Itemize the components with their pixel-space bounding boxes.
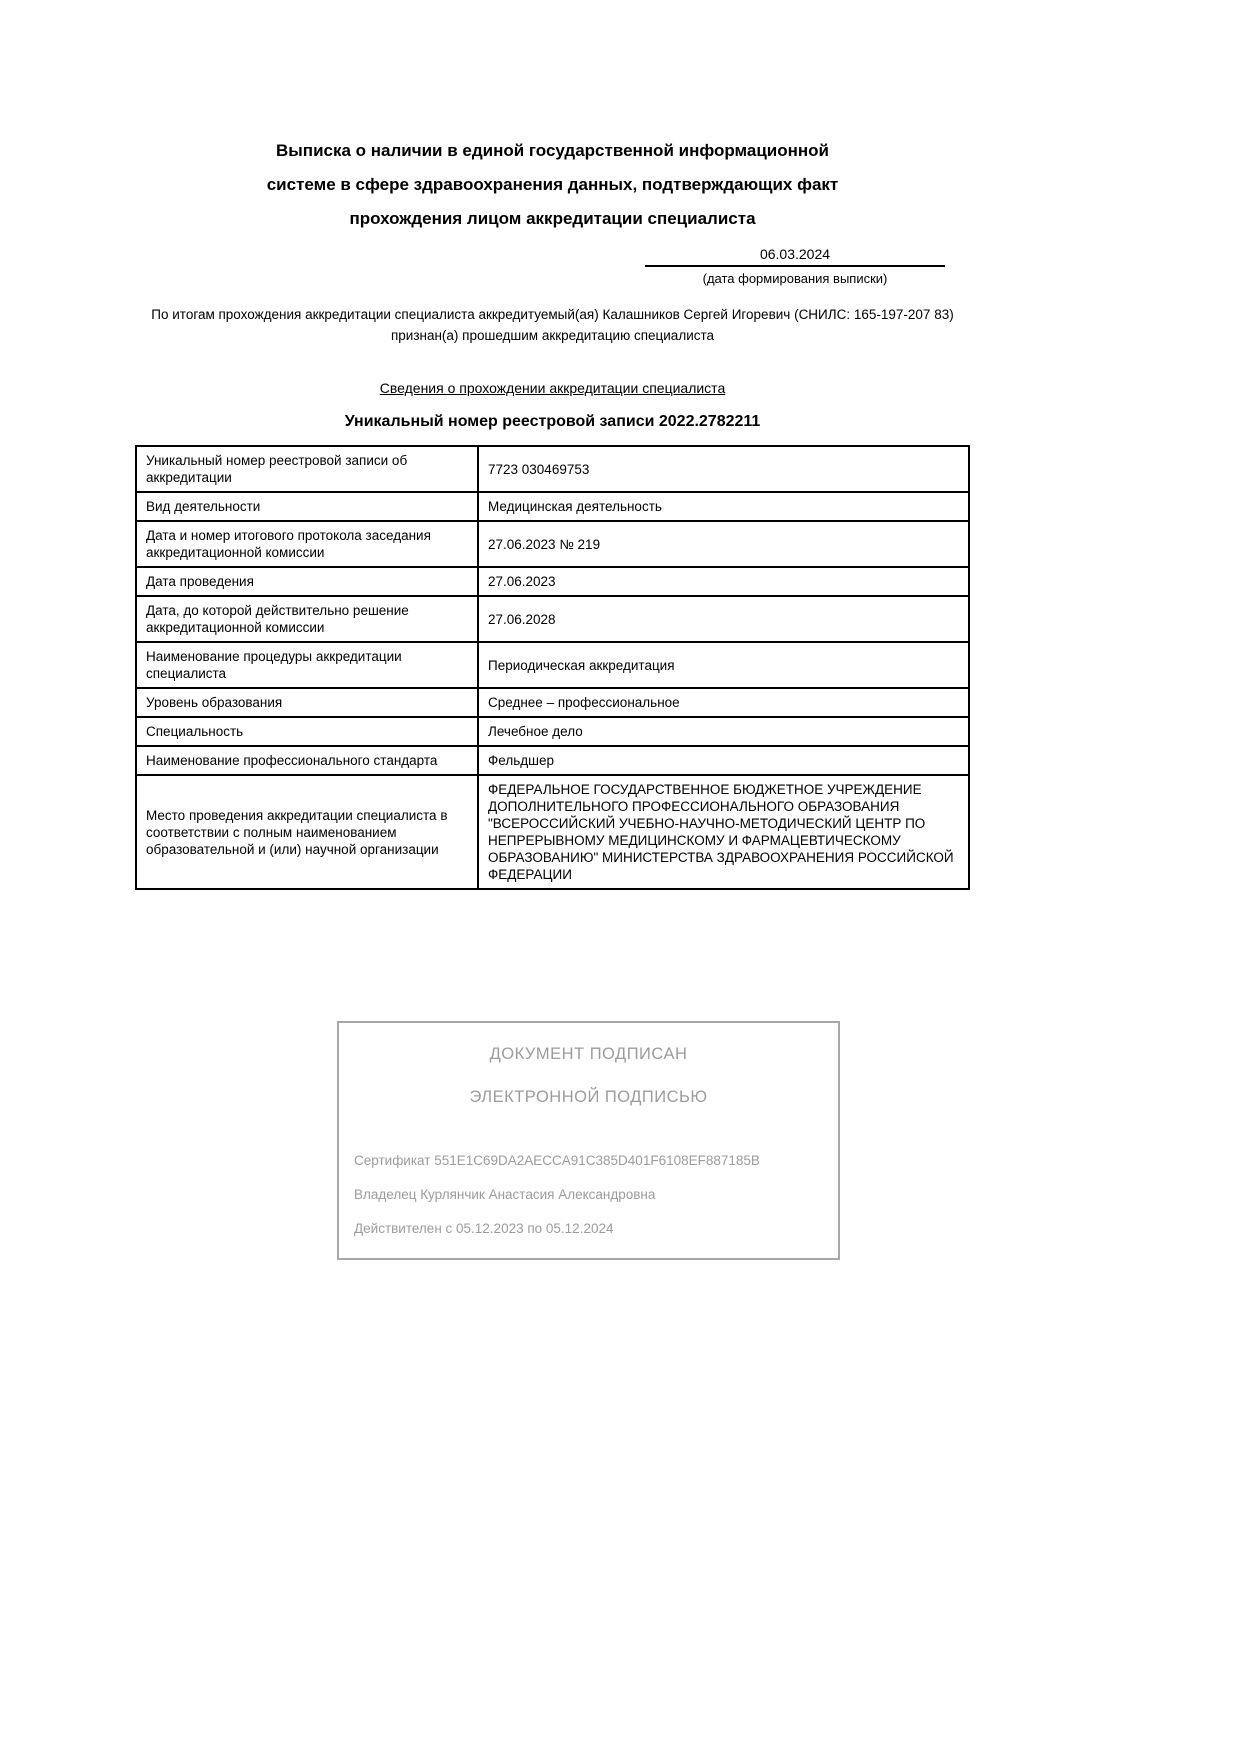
- table-row: [136, 446, 969, 492]
- table-row-value: 27.06.2023 № 219: [478, 521, 969, 567]
- table-row: [136, 746, 969, 775]
- document-content: [135, 0, 970, 1260]
- document-title-line: прохождения лицом аккредитации специалиста: [349, 209, 756, 228]
- signature-status-line-2: ЭЛЕКТРОННОЙ ПОДПИСЬЮ: [469, 1088, 708, 1106]
- document-title: [135, 134, 970, 236]
- signature-owner-line: Владелец Курлянчик Анастасия Александровна: [354, 1187, 656, 1202]
- section-heading: Сведения о прохождении аккредитации специалиста: [379, 380, 726, 396]
- table-row-value: Среднее – профессиональное: [478, 688, 969, 717]
- table-row: [136, 717, 969, 746]
- intro-paragraph: По итогам прохождения аккредитации специалиста аккредитуемый(ая) Калашников Сергей Игоревич (СНИЛС: 165-197-207 83) признан(а) прошедшим аккредитацию специалиста: [151, 307, 954, 343]
- table-row-value: 27.06.2023: [478, 567, 969, 596]
- table-row-label: Дата проведения: [136, 567, 478, 596]
- table-row-value: 7723 030469753: [478, 446, 969, 492]
- table-row: [136, 596, 969, 642]
- accreditation-table-body: [136, 446, 969, 889]
- table-row-value: Фельдшер: [478, 746, 969, 775]
- registry-number-heading: Уникальный номер реестровой записи 2022.2782211: [344, 413, 761, 430]
- table-row: [136, 567, 969, 596]
- formation-date-value: 06.03.2024: [645, 246, 945, 267]
- table-row: [136, 642, 969, 688]
- table-row-label: Уникальный номер реестровой записи об аккредитации: [136, 446, 478, 492]
- signature-certificate-line: Сертификат 551E1C69DA2AECCA91C385D401F6108EF887185B: [354, 1153, 760, 1168]
- table-row-label: Наименование процедуры аккредитации специалиста: [136, 642, 478, 688]
- signature-status-line-1: ДОКУМЕНТ ПОДПИСАН: [489, 1045, 688, 1063]
- table-row-label: Уровень образования: [136, 688, 478, 717]
- document-title-line: Выписка о наличии в единой государственной информационной: [276, 141, 829, 160]
- formation-date-caption: (дата формирования выписки): [702, 271, 888, 286]
- signature-validity-line: Действителен с 05.12.2023 по 05.12.2024: [354, 1221, 614, 1236]
- table-row: [136, 688, 969, 717]
- signature-box: [337, 1021, 840, 1260]
- table-row: [136, 521, 969, 567]
- document-title-line: системе в сфере здравоохранения данных, подтверждающих факт: [266, 175, 839, 194]
- table-row-value: Медицинская деятельность: [478, 492, 969, 521]
- table-row: [136, 492, 969, 521]
- table-row-value: 27.06.2028: [478, 596, 969, 642]
- accreditation-table: [135, 445, 970, 890]
- table-row-label: Вид деятельности: [136, 492, 478, 521]
- table-row-value: Периодическая аккредитация: [478, 642, 969, 688]
- table-row-label: Специальность: [136, 717, 478, 746]
- table-row-label: Дата, до которой действительно решение аккредитационной комиссии: [136, 596, 478, 642]
- table-row-label: Дата и номер итогового протокола заседания аккредитационной комиссии: [136, 521, 478, 567]
- formation-date-block: [645, 246, 945, 286]
- table-row-label: Наименование профессионального стандарта: [136, 746, 478, 775]
- table-row-label: Место проведения аккредитации специалиста в соответствии с полным наименованием образовательной и (или) научной организации: [136, 775, 478, 889]
- table-row: [136, 775, 969, 889]
- table-row-value: Лечебное дело: [478, 717, 969, 746]
- table-row-value: ФЕДЕРАЛЬНОЕ ГОСУДАРСТВЕННОЕ БЮДЖЕТНОЕ УЧРЕЖДЕНИЕ ДОПОЛНИТЕЛЬНОГО ПРОФЕССИОНАЛЬНОГО ОБРАЗОВАНИЯ "ВСЕРОССИЙСКИЙ УЧЕБНО-НАУЧНО-МЕТОДИЧЕСКИЙ ЦЕНТР ПО НЕПРЕРЫВНОМУ МЕДИЦИНСКОМУ И ФАРМАЦЕВТИЧЕСКОМУ ОБРАЗОВАНИЮ" МИНИСТЕРСТВА ЗДРАВООХРАНЕНИЯ РОССИЙСКОЙ ФЕДЕРАЦИИ: [478, 775, 969, 889]
